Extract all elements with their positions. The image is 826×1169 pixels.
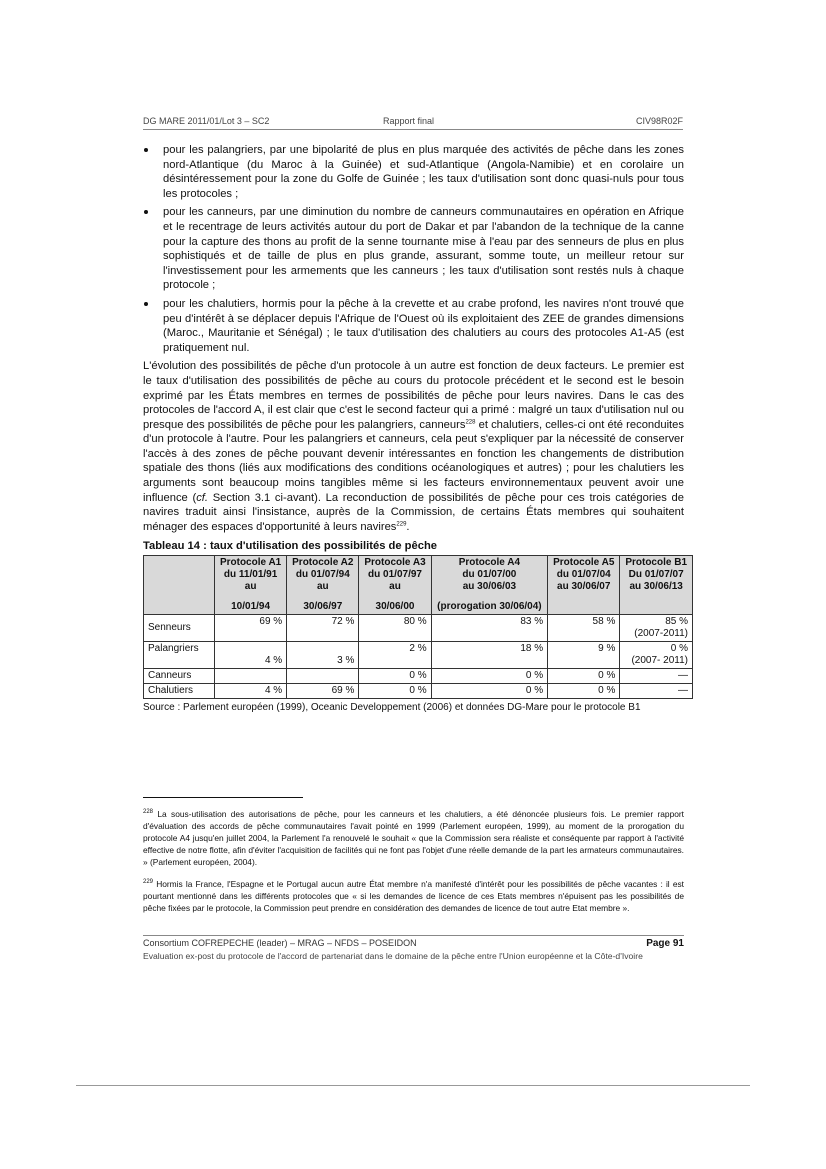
header-report-type: Rapport final bbox=[383, 116, 435, 126]
table-cell: 0 % (2007- 2011) bbox=[620, 642, 693, 669]
footnote-ref-229[interactable]: 229 bbox=[396, 521, 407, 528]
table-cell: 4 % bbox=[215, 684, 287, 699]
row-label: Senneurs bbox=[144, 615, 215, 642]
bullet-icon bbox=[144, 302, 148, 306]
table-cell: 83 % bbox=[431, 615, 548, 642]
column-header-a4: Protocole A4 du 01/07/00 au 30/06/03 (prorogation 30/06/04) bbox=[431, 556, 548, 615]
table-cell: 9 % bbox=[548, 642, 620, 669]
row-label: Chalutiers bbox=[144, 684, 215, 699]
table-cell: 80 % bbox=[359, 615, 431, 642]
footnote-divider bbox=[143, 797, 303, 798]
header-reference: DG MARE 2011/01/Lot 3 – SC2 bbox=[143, 116, 270, 126]
footer bbox=[143, 938, 684, 948]
bullet-icon bbox=[144, 210, 148, 214]
table-cell: 2 % bbox=[359, 642, 431, 669]
column-header-b1: Protocole B1 Du 01/07/07 au 30/06/13 bbox=[620, 556, 693, 615]
table-cell: 4 % bbox=[215, 642, 287, 669]
table-cell: 3 % bbox=[287, 642, 359, 669]
table-cell: 72 % bbox=[287, 615, 359, 642]
column-header-a5: Protocole A5 du 01/07/04 au 30/06/07 bbox=[548, 556, 620, 615]
table-cell bbox=[215, 669, 287, 684]
footer-divider bbox=[143, 935, 684, 936]
table-cell: — bbox=[620, 684, 693, 699]
body-paragraph: L'évolution des possibilités de pêche d'un protocole à un autre est fonction de deux facteurs. Le premier est le taux d'utilisation des possibilités de pêche au cours du protocole précédent et le second est le besoin exprimé par les États membres en termes de possibilités de pêche pour leurs navires. Dans le cas des protocoles de l'accord A, il est clair que c'est le second facteur qui a primé : malgré un taux d'utilisation nul ou presque des possibilités de pêche pour les palangriers, canneurs$^{228}$ et chalutiers, celles-ci ont été reconduites d'un protocole à l'autre. Pour les palangriers et canneurs, cela peut s'expliquer par la nécessité de conserver l'accès à des zones de pêche pouvant devenir intéressantes en fonction les changements de distribution spatiale des thons (liés aux modifications des conditions océanologiques et autres) ; pour les chalutiers les arguments sont beaucoup moins tangibles même si les facteurs environnementaux peuvent avoir une influence (cf. Section 3.1 ci-avant). La reconduction de possibilités de pêche pour ces trois catégories de navires traduit ainsi l'insistance, auprès de la Commission, de certains États membres qui souhaitent ménager des espaces d'opportunité à leurs navires$^{229}$. bbox=[143, 360, 685, 533]
bullet-item-chalutiers: pour les chalutiers, hormis pour la pêche à la crevette et au crabe profond, les navires n'ont trouvé que peu d'intérêt à se déplacer depuis l'Afrique de l'Ouest où ils exploitaient des ZEE de grandes dimensions (Maroc., Mauritanie et Sénégal) ; le taux d'utilisation des chalutiers au cours des protocoles A1-A5 (est pratiquement nul. bbox=[143, 297, 684, 355]
row-label: Canneurs bbox=[144, 669, 215, 684]
table-cell: 69 % bbox=[287, 684, 359, 699]
main-text bbox=[143, 143, 688, 716]
table-cell: 58 % bbox=[548, 615, 620, 642]
footnote-number: 229 bbox=[143, 879, 154, 886]
table-cell: 18 % bbox=[431, 642, 548, 669]
column-header-a2: Protocole A2 du 01/07/94 au 30/06/97 bbox=[287, 556, 359, 615]
table-row bbox=[144, 669, 693, 684]
header-divider bbox=[143, 129, 683, 130]
table-cell: 0 % bbox=[359, 669, 431, 684]
bullet-item-palangriers: pour les palangriers, par une bipolarité de plus en plus marquée des activités de pêche dans les zones nord-Atlantique (du Maroc à la Guinée) et sud-Atlantique (Angola-Namibie) et en corolaire un désintéressement pour la zone du Golfe de Guinée ; les taux d'utilisation sont donc quasi-nuls pour tous les protocoles ; bbox=[143, 143, 684, 201]
bullet-item-canneurs: pour les canneurs, par une diminution du nombre de canneurs communautaires en opération en Afrique et le recentrage de leurs activités autour du port de Dakar et par l'abandon de la technique de la canne pour la capture des thons au profit de la senne tournante mise à l'eau par des senneurs de plus en plus sophistiqués et de taille de plus en plus grande, assurant, somme toute, un meilleur retour sur l'investissement pour les armements que les canneurs ; les taux d'utilisation sont restés nuls à chaque protocole ; bbox=[143, 205, 684, 293]
footnote-229: $^{229}$ Hormis la France, l'Espagne et le Portugal aucun autre État membre n'a manifesté d'intérêt pour les possibilités de pêche vacantes : il est pourtant mentionné dans les différents protocoles que « si les demandes de licence de ces Etats membres n'épuisent pas les possibilités de pêche fixées par le protocole, la Commission peut prendre en considération des demandes de licence de tout autre Etat membre ». bbox=[143, 879, 684, 913]
utilisation-table bbox=[143, 555, 693, 699]
table-cell: 85 % (2007-2011) bbox=[620, 615, 693, 642]
table-row bbox=[144, 684, 693, 699]
table-caption: Tableau 14 : taux d'utilisation des possibilités de pêche bbox=[143, 540, 438, 553]
table-cell: 0 % bbox=[359, 684, 431, 699]
table-header-row bbox=[144, 556, 693, 615]
table-row bbox=[144, 615, 693, 642]
column-header-a3: Protocole A3 du 01/07/97 au 30/06/00 bbox=[359, 556, 431, 615]
table-cell: — bbox=[620, 669, 693, 684]
bullet-icon bbox=[144, 148, 148, 152]
header-document-code: CIV98R02F bbox=[635, 116, 683, 126]
period-note: (2007- 2011) bbox=[631, 655, 688, 667]
column-header-a1: Protocole A1 du 11/01/91 au 10/01/94 bbox=[215, 556, 287, 615]
table-cell: 0 % bbox=[548, 669, 620, 684]
table-corner-cell bbox=[144, 556, 215, 615]
table-source: Source : Parlement européen (1999), Oceanic Developpement (2006) et données DG-Mare pour le protocole B1 bbox=[143, 702, 641, 714]
page-bottom-rule bbox=[76, 1085, 750, 1086]
period-note: (2007-2011) bbox=[634, 628, 688, 640]
table-cell: 0 % bbox=[431, 684, 548, 699]
bullet-list bbox=[143, 143, 684, 355]
table-cell: 69 % bbox=[215, 615, 287, 642]
row-label: Palangriers bbox=[144, 642, 215, 669]
table-cell: 0 % bbox=[548, 684, 620, 699]
footnote-number: 228 bbox=[143, 809, 154, 816]
footer-consortium: Consortium COFREPECHE (leader) – MRAG – NFDS – POSEIDON bbox=[143, 938, 417, 948]
table-cell: 0 % bbox=[431, 669, 548, 684]
page-number: Page 91 bbox=[646, 938, 684, 949]
table-cell bbox=[287, 669, 359, 684]
footnote-228: $^{228}$ La sous-utilisation des autorisations de pêche, pour les canneurs et les chalutiers, a été dénoncée plusieurs fois. Le premier rapport d'évaluation des accords de pêche communautaires l'avait pointé en 1999 (Parlement européen, 1999), au moment de la prorogation du protocole A4 jusqu'en juillet 2004, la Parlement l'a renouvelé le souhait « que la Commission sera réaliste et conséquente par rapport à l'activité effective de notre flotte, afin d'éviter l'acquisition de facilités qui ne font pas l'objet d'une réelle demande de la part les armateurs communautaires. » (Parlement européen, 2004). bbox=[143, 809, 685, 867]
footer-subtitle: Evaluation ex-post du protocole de l'accord de partenariat dans le domaine de la pêche entre l'Union européenne et la Côte-d'Ivoire bbox=[143, 951, 643, 961]
table-row bbox=[144, 642, 693, 669]
footnote-ref-228[interactable]: 228 bbox=[465, 418, 476, 425]
